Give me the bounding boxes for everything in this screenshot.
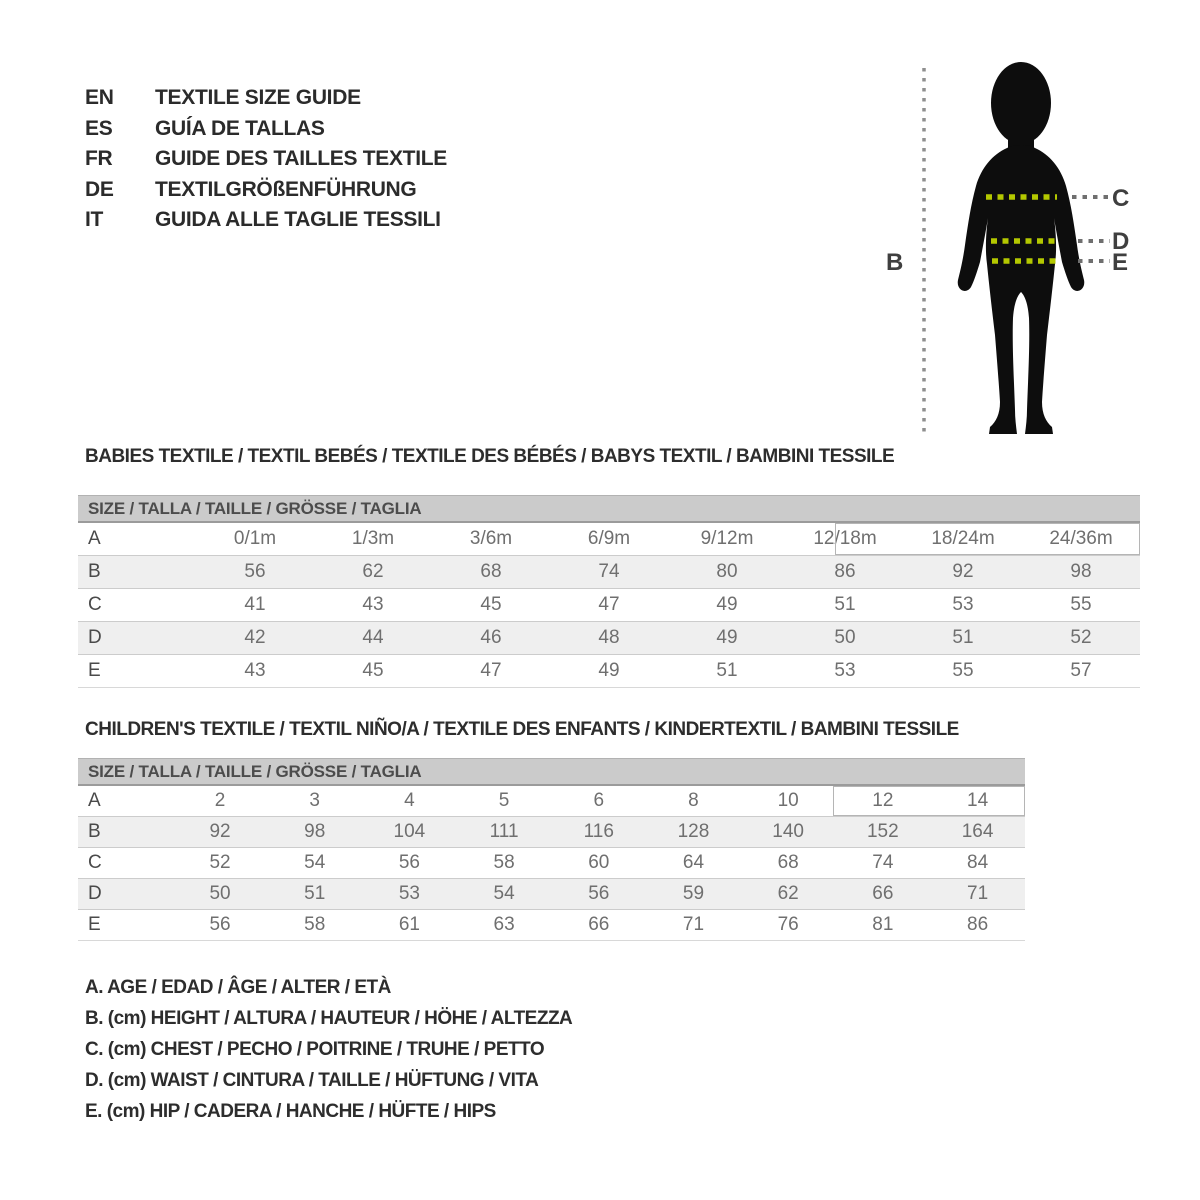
size-table-row (78, 785, 1025, 817)
size-value-cell: 50 (786, 622, 904, 655)
size-value-cell: 55 (1022, 589, 1140, 622)
size-value-cell: 86 (786, 556, 904, 589)
size-value-cell: 6 (551, 785, 646, 817)
size-value-cell: 3/6m (432, 522, 550, 556)
size-value-cell: 68 (432, 556, 550, 589)
row-label: B (78, 817, 173, 848)
language-code: EN (85, 86, 114, 110)
size-value-cell: 51 (668, 655, 786, 688)
size-value-cell: 53 (362, 879, 457, 910)
size-value-cell: 8 (646, 785, 741, 817)
size-value-cell: 56 (362, 848, 457, 879)
language-code: FR (85, 147, 113, 171)
size-value-cell: 55 (904, 655, 1022, 688)
language-code: DE (85, 177, 114, 201)
guide-title: GUIDA ALLE TAGLIE TESSILI (155, 208, 441, 232)
size-value-cell: 45 (432, 589, 550, 622)
size-value-cell: 43 (314, 589, 432, 622)
height-label: B (886, 249, 904, 276)
legend-line: D. (cm) WAIST / CINTURA / TAILLE / HÜFTUNG / VITA (85, 1069, 539, 1091)
language-row (85, 83, 447, 114)
babies-section-heading: BABIES TEXTILE / TEXTIL BEBÉS / TEXTILE DES BÉBÉS / BABYS TEXTIL / BAMBINI TESSILE (85, 446, 895, 467)
size-value-cell: 81 (836, 910, 931, 941)
size-value-cell: 43 (196, 655, 314, 688)
size-value-cell: 51 (786, 589, 904, 622)
children-size-table (78, 758, 1025, 941)
size-value-cell: 47 (432, 655, 550, 688)
size-value-cell: 54 (267, 848, 362, 879)
size-table-row (78, 556, 1140, 589)
waist-label: D (1112, 228, 1130, 255)
size-value-cell: 53 (904, 589, 1022, 622)
row-label: A (78, 785, 173, 817)
row-label: C (78, 848, 173, 879)
size-value-cell: 58 (457, 848, 552, 879)
size-value-cell: 49 (668, 589, 786, 622)
language-row (85, 114, 447, 145)
size-value-cell: 2 (173, 785, 268, 817)
size-value-cell: 5 (457, 785, 552, 817)
size-value-cell: 62 (314, 556, 432, 589)
legend-line: A. AGE / EDAD / ÂGE / ALTER / ETÀ (85, 976, 391, 998)
size-value-cell: 24/36m (1022, 522, 1140, 556)
size-table-row (78, 655, 1140, 688)
size-value-cell: 63 (457, 910, 552, 941)
size-value-cell: 116 (551, 817, 646, 848)
size-value-cell: 86 (930, 910, 1025, 941)
language-row (85, 175, 447, 206)
chest-label: C (1112, 185, 1130, 212)
size-table-row (78, 848, 1025, 879)
size-table-row (78, 817, 1025, 848)
size-value-cell: 59 (646, 879, 741, 910)
row-label: E (78, 655, 196, 688)
size-value-cell: 84 (930, 848, 1025, 879)
size-value-cell: 12 (836, 785, 931, 817)
size-value-cell: 71 (646, 910, 741, 941)
guide-title: GUIDE DES TAILLES TEXTILE (155, 147, 447, 171)
size-value-cell: 47 (550, 589, 668, 622)
guide-title: TEXTILE SIZE GUIDE (155, 86, 361, 110)
size-value-cell: 54 (457, 879, 552, 910)
size-value-cell: 46 (432, 622, 550, 655)
size-value-cell: 14 (930, 785, 1025, 817)
children-section-heading: CHILDREN'S TEXTILE / TEXTIL NIÑO/A / TEXTILE DES ENFANTS / KINDERTEXTIL / BAMBINI TESSILE (85, 719, 959, 740)
size-value-cell: 80 (668, 556, 786, 589)
size-value-cell: 71 (930, 879, 1025, 910)
size-value-cell: 92 (173, 817, 268, 848)
size-value-cell: 10 (741, 785, 836, 817)
size-value-cell: 58 (267, 910, 362, 941)
size-value-cell: 12/18m (786, 522, 904, 556)
size-value-cell: 66 (551, 910, 646, 941)
child-silhouette (958, 62, 1085, 434)
row-label: E (78, 910, 173, 941)
size-value-cell: 9/12m (668, 522, 786, 556)
size-value-cell: 92 (904, 556, 1022, 589)
size-value-cell: 4 (362, 785, 457, 817)
size-value-cell: 128 (646, 817, 741, 848)
size-value-cell: 62 (741, 879, 836, 910)
size-value-cell: 111 (457, 817, 552, 848)
language-row (85, 205, 447, 236)
size-value-cell: 60 (551, 848, 646, 879)
size-value-cell: 57 (1022, 655, 1140, 688)
size-value-cell: 45 (314, 655, 432, 688)
size-value-cell: 164 (930, 817, 1025, 848)
size-value-cell: 64 (646, 848, 741, 879)
babies-size-table (78, 495, 1140, 688)
size-value-cell: 76 (741, 910, 836, 941)
size-value-cell: 49 (668, 622, 786, 655)
size-value-cell: 74 (836, 848, 931, 879)
size-table-row (78, 522, 1140, 556)
size-value-cell: 6/9m (550, 522, 668, 556)
size-value-cell: 1/3m (314, 522, 432, 556)
measurement-figure (860, 40, 1180, 460)
size-value-cell: 52 (1022, 622, 1140, 655)
size-table-row (78, 910, 1025, 941)
size-value-cell: 53 (786, 655, 904, 688)
size-value-cell: 50 (173, 879, 268, 910)
size-table-row (78, 589, 1140, 622)
size-value-cell: 56 (196, 556, 314, 589)
row-label: D (78, 879, 173, 910)
size-value-cell: 56 (173, 910, 268, 941)
language-title-list (85, 83, 447, 236)
row-label: A (78, 522, 196, 556)
size-table-row (78, 622, 1140, 655)
size-value-cell: 41 (196, 589, 314, 622)
size-value-cell: 66 (836, 879, 931, 910)
guide-title: GUÍA DE TALLAS (155, 116, 325, 140)
size-value-cell: 3 (267, 785, 362, 817)
size-value-cell: 98 (267, 817, 362, 848)
guide-title: TEXTILGRÖßENFÜHRUNG (155, 177, 417, 201)
legend-line: B. (cm) HEIGHT / ALTURA / HAUTEUR / HÖHE / ALTEZZA (85, 1007, 573, 1029)
size-value-cell: 51 (904, 622, 1022, 655)
size-table-header: SIZE / TALLA / TAILLE / GRÖSSE / TAGLIA (78, 496, 1140, 523)
size-value-cell: 42 (196, 622, 314, 655)
size-value-cell: 68 (741, 848, 836, 879)
size-value-cell: 52 (173, 848, 268, 879)
legend-line: E. (cm) HIP / CADERA / HANCHE / HÜFTE / HIPS (85, 1100, 496, 1122)
size-value-cell: 44 (314, 622, 432, 655)
size-table-header: SIZE / TALLA / TAILLE / GRÖSSE / TAGLIA (78, 759, 1025, 786)
language-row (85, 144, 447, 175)
size-value-cell: 48 (550, 622, 668, 655)
size-value-cell: 74 (550, 556, 668, 589)
size-table-row (78, 879, 1025, 910)
size-value-cell: 0/1m (196, 522, 314, 556)
size-value-cell: 152 (836, 817, 931, 848)
row-label: C (78, 589, 196, 622)
legend-line: C. (cm) CHEST / PECHO / POITRINE / TRUHE / PETTO (85, 1038, 545, 1060)
size-value-cell: 51 (267, 879, 362, 910)
size-value-cell: 140 (741, 817, 836, 848)
row-label: D (78, 622, 196, 655)
size-value-cell: 56 (551, 879, 646, 910)
size-value-cell: 104 (362, 817, 457, 848)
measurement-legend (85, 972, 572, 1127)
size-value-cell: 18/24m (904, 522, 1022, 556)
size-value-cell: 49 (550, 655, 668, 688)
language-code: IT (85, 208, 104, 232)
language-code: ES (85, 116, 113, 140)
size-value-cell: 98 (1022, 556, 1140, 589)
child-silhouette-diagram (860, 40, 1180, 460)
hip-label: E (1112, 249, 1129, 276)
size-value-cell: 61 (362, 910, 457, 941)
row-label: B (78, 556, 196, 589)
